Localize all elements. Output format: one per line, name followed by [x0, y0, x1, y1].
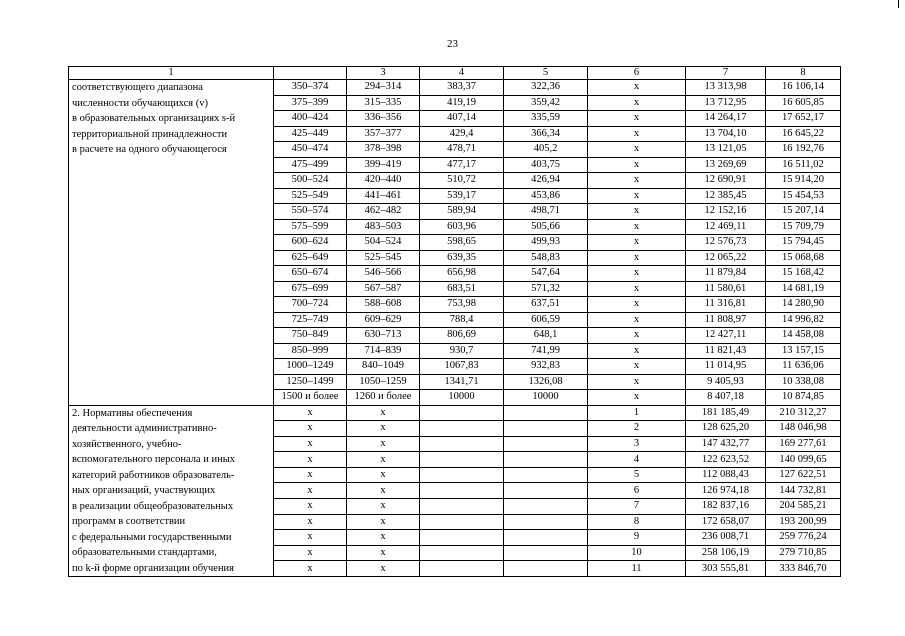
- table-cell-col6: x: [588, 126, 686, 142]
- table-cell-col3: 567–587: [347, 281, 420, 297]
- table-cell-col3: 483–503: [347, 219, 420, 235]
- table-cell-col2: 450–474: [274, 142, 347, 158]
- table-cell-col5: 741,99: [504, 343, 588, 359]
- table-cell-col8: 144 732,81: [766, 483, 841, 499]
- table-cell-col4: 10000: [420, 390, 504, 406]
- table-cell-col2: 525–549: [274, 188, 347, 204]
- table-cell-col4: [420, 405, 504, 421]
- table-cell-col7: 11 580,61: [686, 281, 766, 297]
- table-cell-col3: 588–608: [347, 297, 420, 313]
- table-cell-col5: [504, 514, 588, 530]
- table-cell-col3: x: [347, 405, 420, 421]
- table-cell-col4: [420, 561, 504, 577]
- table-cell-col4: [420, 452, 504, 468]
- table-cell-col6: x: [588, 359, 686, 375]
- table-cell-col3: 336–356: [347, 111, 420, 127]
- table-cell-col4: 539,17: [420, 188, 504, 204]
- header-row: [69, 67, 841, 80]
- table-cell-col3: 546–566: [347, 266, 420, 282]
- table-cell-col7: 181 185,49: [686, 405, 766, 421]
- table-cell-col8: 15 709,79: [766, 219, 841, 235]
- table-cell-col5: [504, 483, 588, 499]
- table-cell-col8: 16 605,85: [766, 95, 841, 111]
- table-cell-col5: 426,94: [504, 173, 588, 189]
- table-cell-col8: 17 652,17: [766, 111, 841, 127]
- table-cell-col6: 2: [588, 421, 686, 437]
- table-cell-col8: 10 338,08: [766, 374, 841, 390]
- table-cell-col3: 420–440: [347, 173, 420, 189]
- table-cell-col3: x: [347, 483, 420, 499]
- table-cell-col3: 357–377: [347, 126, 420, 142]
- table-cell-col7: 12 427,11: [686, 328, 766, 344]
- table-cell-col7: 303 555,81: [686, 561, 766, 577]
- table-cell-col3: 294–314: [347, 80, 420, 96]
- table-cell-col7: 14 264,17: [686, 111, 766, 127]
- label-line: категорий работников образователь-: [72, 469, 235, 481]
- table-cell-col5: 10000: [504, 390, 588, 406]
- section1-label: [69, 80, 274, 406]
- table-cell-col6: x: [588, 374, 686, 390]
- table-cell-col7: 11 821,43: [686, 343, 766, 359]
- table-cell-col3: 441–461: [347, 188, 420, 204]
- label-line: 2. Нормативы обеспечения: [72, 407, 193, 419]
- table-cell-col5: [504, 405, 588, 421]
- table-cell-col3: 630–713: [347, 328, 420, 344]
- table-cell-col8: 193 200,99: [766, 514, 841, 530]
- label-line: образовательными стандартами,: [72, 547, 217, 558]
- table-cell-col6: x: [588, 80, 686, 96]
- table-cell-col2: x: [274, 405, 347, 421]
- table-cell-col2: 1500 и более: [274, 390, 347, 406]
- table-cell-col3: 840–1049: [347, 359, 420, 375]
- table-cell-col7: 12 690,91: [686, 173, 766, 189]
- table-cell-col8: 16 645,22: [766, 126, 841, 142]
- table-cell-col2: 650–674: [274, 266, 347, 282]
- table-cell-col7: 13 121,05: [686, 142, 766, 158]
- table-cell-col6: 7: [588, 498, 686, 514]
- table-cell-col6: 8: [588, 514, 686, 530]
- table-cell-col4: [420, 483, 504, 499]
- table-cell-col4: 477,17: [420, 157, 504, 173]
- table-cell-col4: 639,35: [420, 250, 504, 266]
- table-cell-col7: 13 269,69: [686, 157, 766, 173]
- table-cell-col8: 127 622,51: [766, 467, 841, 483]
- label-line: в реализации общеобразовательных: [72, 500, 234, 512]
- header-cell-2: [274, 67, 347, 80]
- table-cell-col2: 725–749: [274, 312, 347, 328]
- table-cell-col5: 548,83: [504, 250, 588, 266]
- table-cell-col2: 375–399: [274, 95, 347, 111]
- table-cell-col2: x: [274, 545, 347, 561]
- table-cell-col7: 11 879,84: [686, 266, 766, 282]
- table-cell-col7: 12 385,45: [686, 188, 766, 204]
- table-cell-col3: 1050–1259: [347, 374, 420, 390]
- table-cell-col2: 750–849: [274, 328, 347, 344]
- table-cell-col3: x: [347, 498, 420, 514]
- section2-row: [69, 405, 841, 421]
- table-cell-col4: 656,98: [420, 266, 504, 282]
- header-cell-6: 6: [588, 67, 686, 80]
- table-cell-col5: 637,51: [504, 297, 588, 313]
- table-cell-col7: 12 576,73: [686, 235, 766, 251]
- table-cell-col3: 399–419: [347, 157, 420, 173]
- table-cell-col5: 499,93: [504, 235, 588, 251]
- label-line: по k-й форме организации обучения: [72, 562, 235, 574]
- table-cell-col7: 236 008,71: [686, 530, 766, 546]
- table-cell-col3: 609–629: [347, 312, 420, 328]
- table-cell-col2: 550–574: [274, 204, 347, 220]
- header-cell-7: 7: [686, 67, 766, 80]
- table-cell-col4: 429,4: [420, 126, 504, 142]
- table-cell-col2: 675–699: [274, 281, 347, 297]
- table-cell-col6: 9: [588, 530, 686, 546]
- table-cell-col6: x: [588, 95, 686, 111]
- label-line: территориальной принадлежности: [72, 128, 228, 140]
- table-cell-col7: 12 152,16: [686, 204, 766, 220]
- table-cell-col4: 419,19: [420, 95, 504, 111]
- table-cell-col4: [420, 514, 504, 530]
- table-cell-col6: x: [588, 266, 686, 282]
- table-cell-col5: 366,34: [504, 126, 588, 142]
- table-cell-col5: [504, 452, 588, 468]
- table-cell-col3: x: [347, 467, 420, 483]
- table-cell-col5: [504, 498, 588, 514]
- table-cell-col3: 462–482: [347, 204, 420, 220]
- table-cell-col6: 10: [588, 545, 686, 561]
- table-cell-col5: 405,2: [504, 142, 588, 158]
- table-cell-col5: 932,83: [504, 359, 588, 375]
- table-cell-col8: 15 207,14: [766, 204, 841, 220]
- table-cell-col2: 575–599: [274, 219, 347, 235]
- table-cell-col6: x: [588, 142, 686, 158]
- table-cell-col5: [504, 421, 588, 437]
- table-cell-col2: 400–424: [274, 111, 347, 127]
- table-cell-col2: x: [274, 436, 347, 452]
- table-cell-col2: x: [274, 561, 347, 577]
- table-cell-col4: 407,14: [420, 111, 504, 127]
- table-cell-col2: 625–649: [274, 250, 347, 266]
- table-cell-col6: 5: [588, 467, 686, 483]
- table-cell-col7: 11 014,95: [686, 359, 766, 375]
- table-cell-col6: 4: [588, 452, 686, 468]
- label-line: программ в соответствии: [72, 516, 186, 527]
- table-cell-col4: 510,72: [420, 173, 504, 189]
- table-cell-col5: 505,66: [504, 219, 588, 235]
- table-cell-col4: 788,4: [420, 312, 504, 328]
- table-cell-col4: [420, 545, 504, 561]
- table-cell-col2: 475–499: [274, 157, 347, 173]
- table-cell-col3: 525–545: [347, 250, 420, 266]
- table-cell-col6: x: [588, 312, 686, 328]
- table-cell-col8: 15 914,20: [766, 173, 841, 189]
- label-line: ных организаций, участвующих: [72, 485, 216, 496]
- table-cell-col7: 12 469,11: [686, 219, 766, 235]
- table-cell-col7: 11 316,81: [686, 297, 766, 313]
- table-cell-col5: 571,32: [504, 281, 588, 297]
- table-cell-col6: x: [588, 173, 686, 189]
- table-cell-col6: x: [588, 219, 686, 235]
- table-cell-col5: 359,42: [504, 95, 588, 111]
- table-cell-col5: [504, 467, 588, 483]
- table-cell-col6: x: [588, 188, 686, 204]
- table-cell-col5: 322,36: [504, 80, 588, 96]
- table-cell-col7: 13 712,95: [686, 95, 766, 111]
- label-line: соответствующего диапазона: [72, 82, 203, 93]
- table-cell-col6: x: [588, 157, 686, 173]
- table-cell-col6: x: [588, 390, 686, 406]
- table-cell-col4: [420, 467, 504, 483]
- label-line: численности обучающихся (v): [72, 97, 208, 109]
- table-cell-col6: x: [588, 281, 686, 297]
- table-cell-col2: x: [274, 514, 347, 530]
- table-cell-col2: 1250–1499: [274, 374, 347, 390]
- table-cell-col3: x: [347, 436, 420, 452]
- table-cell-col7: 8 407,18: [686, 390, 766, 406]
- table-cell-col8: 15 454,53: [766, 188, 841, 204]
- table-cell-col2: x: [274, 483, 347, 499]
- table-cell-col6: x: [588, 250, 686, 266]
- header-cell-4: 4: [420, 67, 504, 80]
- table-cell-col5: [504, 530, 588, 546]
- table-cell-col4: 603,96: [420, 219, 504, 235]
- table-cell-col4: 1067,83: [420, 359, 504, 375]
- table-cell-col5: 547,64: [504, 266, 588, 282]
- label-line: в расчете на одного обучающегося: [72, 144, 227, 155]
- table-cell-col6: 6: [588, 483, 686, 499]
- table-cell-col5: 648,1: [504, 328, 588, 344]
- table-cell-col4: 383,37: [420, 80, 504, 96]
- table-cell-col5: 606,59: [504, 312, 588, 328]
- table-cell-col8: 14 996,82: [766, 312, 841, 328]
- table-cell-col2: x: [274, 467, 347, 483]
- table-cell-col3: 1260 и более: [347, 390, 420, 406]
- table-cell-col3: x: [347, 452, 420, 468]
- table-cell-col4: [420, 498, 504, 514]
- label-line: вспомогательного персонала и иных: [72, 454, 236, 465]
- table-cell-col6: 1: [588, 405, 686, 421]
- table-cell-col2: x: [274, 452, 347, 468]
- table-cell-col4: [420, 421, 504, 437]
- table-cell-col6: x: [588, 204, 686, 220]
- table-cell-col7: 13 704,10: [686, 126, 766, 142]
- label-line: в образовательных организациях s-й: [72, 113, 236, 124]
- table-cell-col3: 378–398: [347, 142, 420, 158]
- table-cell-col5: 498,71: [504, 204, 588, 220]
- table-cell-col2: x: [274, 530, 347, 546]
- table-cell-col7: 182 837,16: [686, 498, 766, 514]
- table-cell-col6: 11: [588, 561, 686, 577]
- table-cell-col4: 753,98: [420, 297, 504, 313]
- table-cell-col8: 210 312,27: [766, 405, 841, 421]
- table-cell-col3: 504–524: [347, 235, 420, 251]
- section2-label: [69, 405, 274, 577]
- normatives-table: [68, 66, 841, 577]
- table-cell-col8: 140 099,65: [766, 452, 841, 468]
- page-edge-mark: [898, 0, 899, 8]
- table-cell-col3: x: [347, 421, 420, 437]
- table-cell-col7: 11 808,97: [686, 312, 766, 328]
- table-cell-col4: 589,94: [420, 204, 504, 220]
- table-cell-col8: 15 068,68: [766, 250, 841, 266]
- table-cell-col8: 14 681,19: [766, 281, 841, 297]
- table-cell-col8: 13 157,15: [766, 343, 841, 359]
- table-cell-col8: 259 776,24: [766, 530, 841, 546]
- table-cell-col5: [504, 561, 588, 577]
- label-line: с федеральными государственными: [72, 531, 232, 543]
- header-cell-3: 3: [347, 67, 420, 80]
- section1-row: [69, 80, 841, 96]
- table-cell-col7: 128 625,20: [686, 421, 766, 437]
- table-cell-col7: 126 974,18: [686, 483, 766, 499]
- table-cell-col4: [420, 436, 504, 452]
- table-cell-col6: x: [588, 297, 686, 313]
- table-cell-col5: [504, 436, 588, 452]
- table-cell-col6: x: [588, 343, 686, 359]
- table-cell-col3: x: [347, 561, 420, 577]
- table-cell-col4: 683,51: [420, 281, 504, 297]
- table-cell-col8: 16 106,14: [766, 80, 841, 96]
- table-cell-col5: 453,86: [504, 188, 588, 204]
- table-cell-col4: [420, 530, 504, 546]
- table-cell-col5: 403,75: [504, 157, 588, 173]
- table-cell-col5: 335,59: [504, 111, 588, 127]
- header-cell-8: 8: [766, 67, 841, 80]
- table-cell-col4: 930,7: [420, 343, 504, 359]
- page-number: 23: [447, 38, 458, 50]
- table-cell-col8: 169 277,61: [766, 436, 841, 452]
- table-cell-col8: 204 585,21: [766, 498, 841, 514]
- table-cell-col8: 16 511,02: [766, 157, 841, 173]
- table-cell-col8: 16 192,76: [766, 142, 841, 158]
- table-cell-col8: 10 874,85: [766, 390, 841, 406]
- table-cell-col5: 1326,08: [504, 374, 588, 390]
- table-cell-col7: 9 405,93: [686, 374, 766, 390]
- table-cell-col7: 122 623,52: [686, 452, 766, 468]
- table-cell-col7: 172 658,07: [686, 514, 766, 530]
- table-cell-col8: 333 846,70: [766, 561, 841, 577]
- table-cell-col4: 806,69: [420, 328, 504, 344]
- table-cell-col4: 598,65: [420, 235, 504, 251]
- table-cell-col2: 350–374: [274, 80, 347, 96]
- table-cell-col2: x: [274, 498, 347, 514]
- label-line: хозяйственного, учебно-: [72, 438, 182, 450]
- table-cell-col4: 1341,71: [420, 374, 504, 390]
- table-cell-col7: 147 432,77: [686, 436, 766, 452]
- table-cell-col4: 478,71: [420, 142, 504, 158]
- table-cell-col2: x: [274, 421, 347, 437]
- table-cell-col7: 258 106,19: [686, 545, 766, 561]
- table-cell-col6: x: [588, 111, 686, 127]
- table-body: [69, 67, 841, 577]
- table-cell-col8: 14 280,90: [766, 297, 841, 313]
- table-cell-col3: 714–839: [347, 343, 420, 359]
- table-cell-col2: 500–524: [274, 173, 347, 189]
- label-line: деятельности административно-: [72, 423, 217, 434]
- table-cell-col2: 1000–1249: [274, 359, 347, 375]
- table-cell-col8: 11 636,06: [766, 359, 841, 375]
- table-cell-col6: x: [588, 235, 686, 251]
- table-cell-col5: [504, 545, 588, 561]
- header-cell-1: 1: [69, 67, 274, 80]
- table-cell-col6: x: [588, 328, 686, 344]
- header-cell-5: 5: [504, 67, 588, 80]
- table-cell-col7: 12 065,22: [686, 250, 766, 266]
- table-cell-col3: x: [347, 514, 420, 530]
- table-cell-col8: 15 168,42: [766, 266, 841, 282]
- table-cell-col8: 279 710,85: [766, 545, 841, 561]
- table-cell-col2: 700–724: [274, 297, 347, 313]
- table-cell-col3: x: [347, 545, 420, 561]
- table-cell-col3: 315–335: [347, 95, 420, 111]
- table-cell-col2: 850–999: [274, 343, 347, 359]
- table-cell-col7: 13 313,98: [686, 80, 766, 96]
- table-cell-col7: 112 088,43: [686, 467, 766, 483]
- table-cell-col2: 600–624: [274, 235, 347, 251]
- table-cell-col8: 148 046,98: [766, 421, 841, 437]
- table-cell-col3: x: [347, 530, 420, 546]
- table-cell-col6: 3: [588, 436, 686, 452]
- table-cell-col8: 14 458,08: [766, 328, 841, 344]
- table-cell-col8: 15 794,45: [766, 235, 841, 251]
- table-cell-col2: 425–449: [274, 126, 347, 142]
